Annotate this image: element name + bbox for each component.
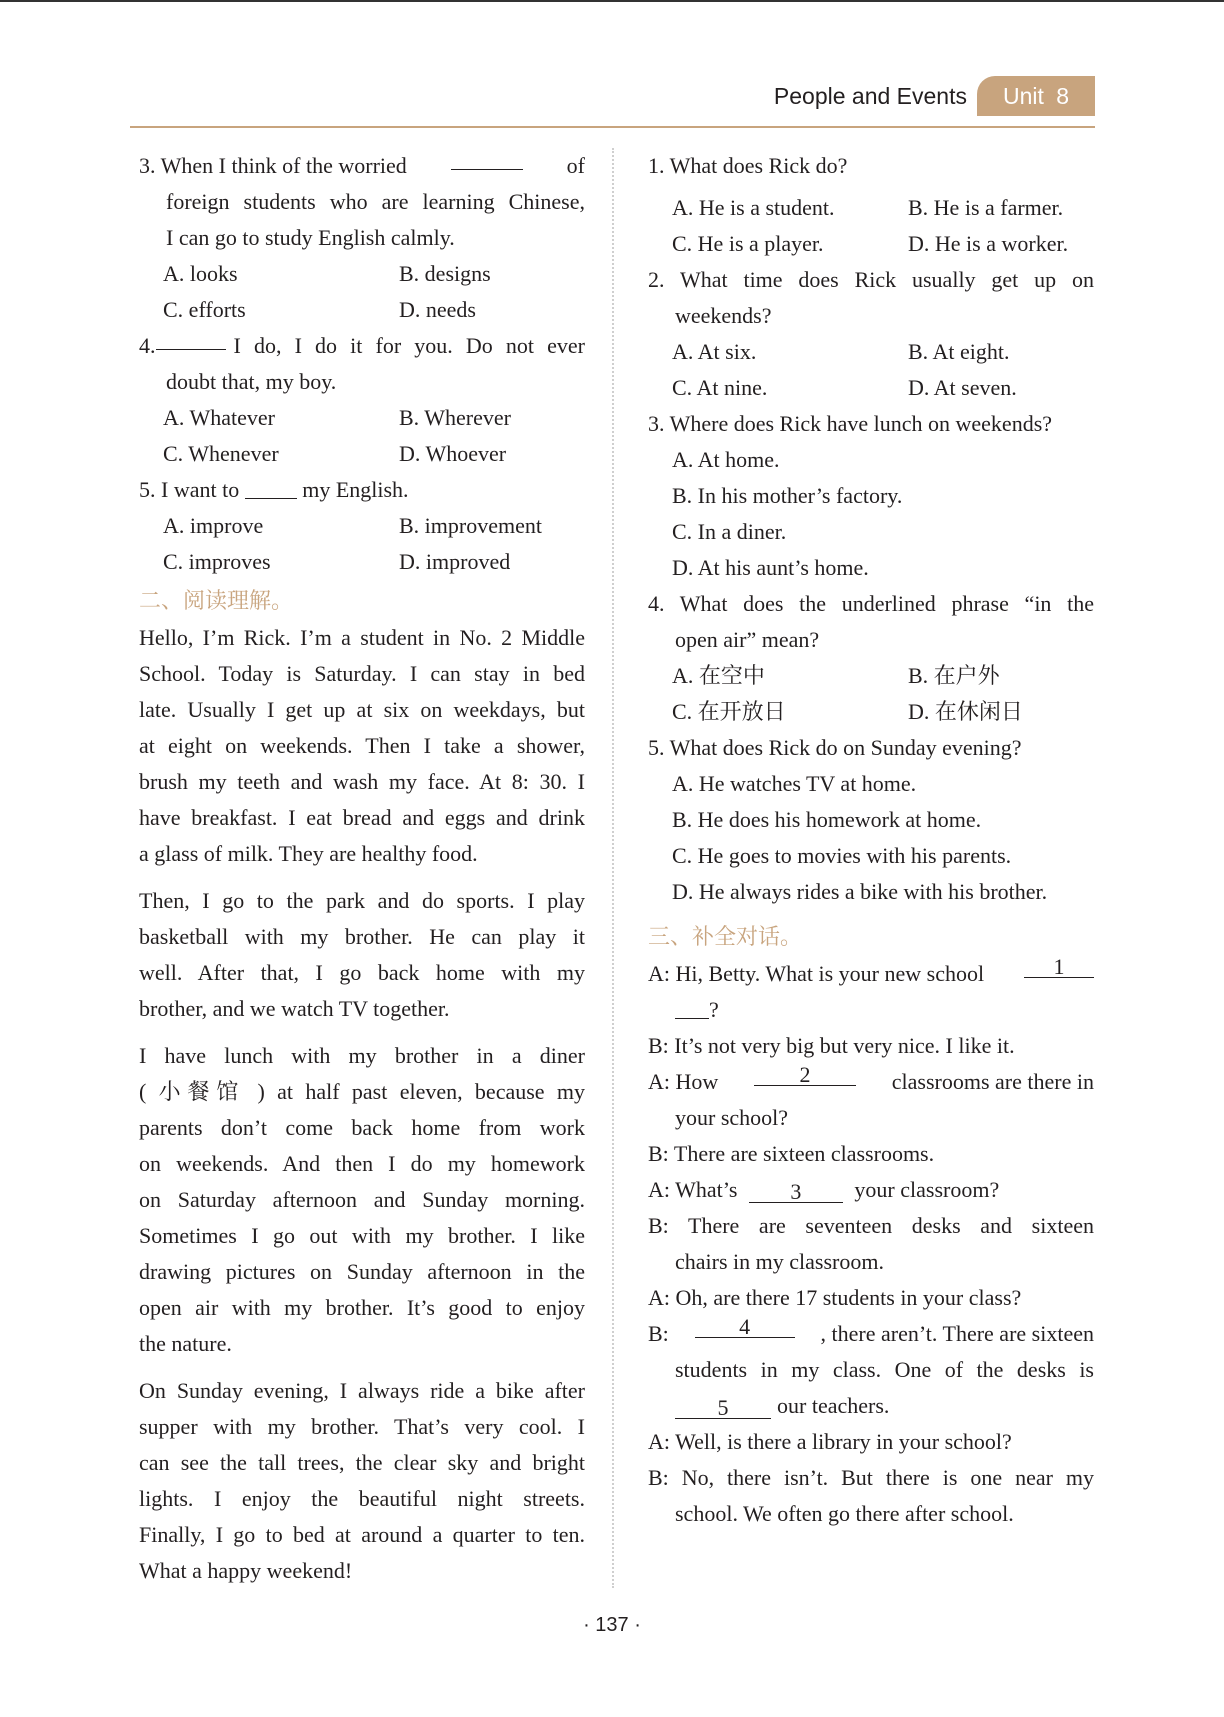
q5-option-c: C. improves — [163, 549, 271, 574]
dialogue-line-6: B: There are seventeen desks and sixteen — [648, 1213, 1094, 1238]
passage-line: have breakfast. I eat bread and eggs and drink — [139, 805, 585, 830]
top-border-line — [0, 0, 1224, 2]
passage-line: Then, I go to the park and do sports. I play — [139, 888, 585, 913]
q4-num: 4. — [139, 333, 156, 358]
passage-line: School. Today is Saturday. I can stay in bed — [139, 661, 585, 686]
rq1-option-b: B. He is a farmer. — [908, 195, 1064, 220]
dialogue-blank-5: 5 — [675, 1397, 771, 1419]
rq4-stem-line1: 4. What does the underlined phrase “in the — [648, 591, 1094, 616]
rq1-option-c: C. He is a player. — [672, 231, 824, 256]
rq2-stem-line2: weekends? — [675, 303, 772, 328]
q3-stem-start: 3. When I think of the worried — [139, 153, 407, 178]
question-5 — [139, 472, 585, 580]
rq5-stem: 5. What does Rick do on Sunday evening? — [648, 735, 1022, 760]
rq5-option-d: D. He always rides a bike with his brother. — [672, 879, 1048, 904]
section-dialogue-title: 三、补全对话。 — [648, 925, 803, 950]
dialogue-text: A: What’s — [648, 1177, 738, 1202]
passage-line: supper with my brother. That’s very cool. I — [139, 1414, 585, 1439]
rq2-option-a: A. At six. — [672, 339, 757, 364]
rq2-option-d: D. At seven. — [908, 375, 1017, 400]
dialogue-line-10: B: No, there isn’t. But there is one near my — [648, 1465, 1094, 1490]
section-reading-title: 二、阅读理解。 — [139, 589, 294, 614]
rq3-option-c: C. In a diner. — [672, 519, 787, 544]
rq3-stem: 3. Where does Rick have lunch on weekends? — [648, 411, 1053, 436]
dialogue-text: A: How — [648, 1069, 719, 1094]
dialogue-line-8-cont2 — [648, 1388, 1094, 1424]
passage-line: at eight on weekends. Then I take a shower, — [139, 733, 585, 758]
q3-stem-line2: foreign students who are learning Chinese, — [166, 189, 585, 214]
dialogue-blank-3: 3 — [749, 1181, 843, 1203]
dialogue-line-3-cont: your school? — [675, 1105, 789, 1130]
passage-line: on weekends. And then I do my homework — [139, 1151, 585, 1176]
rq4-option-d: D. 在休闲日 — [908, 699, 1023, 724]
rq5-option-c: C. He goes to movies with his parents. — [672, 843, 1012, 868]
passage-line: basketball with my brother. He can play it — [139, 924, 585, 949]
passage-paragraph-4 — [139, 1373, 585, 1589]
unit-number: 8 — [1056, 83, 1070, 109]
passage-line: lights. I enjoy the beautiful night streets. — [139, 1486, 585, 1511]
dialogue-blank-2: 2 — [754, 1064, 856, 1086]
rq1-options — [648, 190, 1094, 262]
q4-stem-line2: doubt that, my boy. — [166, 369, 337, 394]
passage-paragraph-1 — [139, 620, 585, 872]
rq2-option-b: B. At eight. — [908, 339, 1010, 364]
unit-badge — [977, 76, 1095, 116]
passage-line: the nature. — [139, 1331, 232, 1356]
passage-line: on Saturday afternoon and Sunday morning. — [139, 1187, 585, 1212]
rq2-option-c: C. At nine. — [672, 375, 768, 400]
left-column — [139, 148, 585, 1600]
dialogue-blank-1: 1 — [1024, 956, 1094, 978]
reading-question-3 — [648, 406, 1094, 586]
dialogue-text: your classroom? — [854, 1177, 1000, 1202]
q5-option-b: B. improvement — [399, 513, 542, 538]
q4-option-d: D. Whoever — [399, 441, 507, 466]
question-3 — [139, 148, 585, 328]
q4-option-b: B. Wherever — [399, 405, 511, 430]
dialogue-text: ? — [709, 997, 719, 1022]
passage-line: drawing pictures on Sunday afternoon in the — [139, 1259, 585, 1284]
rq3-option-b: B. In his mother’s factory. — [672, 483, 903, 508]
rq1-option-a: A. He is a student. — [672, 195, 835, 220]
q4-options — [139, 400, 585, 472]
dialogue — [648, 956, 1094, 1532]
dialogue-line-5 — [648, 1172, 1094, 1208]
dialogue-text: A: Hi, Betty. What is your new school — [648, 961, 985, 986]
dialogue-line-4: B: There are sixteen classrooms. — [648, 1141, 935, 1166]
q3-stem-of: of — [566, 153, 585, 178]
header-title: People and Events — [773, 83, 967, 109]
rq5-option-a: A. He watches TV at home. — [672, 771, 917, 796]
dialogue-line-1 — [648, 956, 1094, 992]
reading-question-2 — [648, 262, 1094, 406]
dialogue-line-6-cont: chairs in my classroom. — [675, 1249, 884, 1274]
q5-option-d: D. improved — [399, 549, 511, 574]
passage-line: Finally, I go to bed at around a quarter to ten. — [139, 1522, 585, 1547]
passage-line: brush my teeth and wash my face. At 8: 30. I — [139, 769, 585, 794]
dialogue-text: , there aren’t. There are sixteen — [820, 1321, 1094, 1346]
dialogue-line-2: B: It’s not very big but very nice. I like it. — [648, 1033, 1015, 1058]
dialogue-text: our teachers. — [777, 1393, 890, 1418]
page-header — [130, 76, 1095, 126]
q3-options — [139, 256, 585, 328]
passage-line: Sometimes I go out with my brother. I like — [139, 1223, 585, 1248]
passage-paragraph-2 — [139, 883, 585, 1027]
rq2-options — [648, 334, 1094, 406]
q4-blank — [156, 328, 226, 350]
rq1-option-d: D. He is a worker. — [908, 231, 1069, 256]
dialogue-text: B: — [648, 1321, 669, 1346]
rq2-stem-line1: 2. What time does Rick usually get up on — [648, 267, 1094, 292]
passage-line: Hello, I’m Rick. I’m a student in No. 2 Middle — [139, 625, 585, 650]
q5-option-a: A. improve — [163, 513, 264, 538]
dialogue-line-10-cont: school. We often go there after school. — [675, 1501, 1014, 1526]
dialogue-line-8 — [648, 1316, 1094, 1352]
dialogue-line-7: A: Oh, are there 17 students in your class? — [648, 1285, 1022, 1310]
dialogue-line-9: A: Well, is there a library in your school? — [648, 1429, 1012, 1454]
passage-line: well. After that, I go back home with my — [139, 960, 585, 985]
rq3-option-a: A. At home. — [672, 447, 780, 472]
unit-label: Unit — [1002, 83, 1044, 109]
passage-line: late. Usually I get up at six on weekdays, but — [139, 697, 585, 722]
q3-option-d: D. needs — [399, 297, 476, 322]
q3-option-c: C. efforts — [163, 297, 246, 322]
q3-option-a: A. looks — [163, 261, 238, 286]
reading-question-1 — [648, 148, 1094, 262]
passage-line: ( 小餐馆 ) at half past eleven, because my — [139, 1079, 585, 1104]
q4-option-c: C. Whenever — [163, 441, 279, 466]
rq4-stem-line2: open air” mean? — [675, 627, 820, 652]
rq4-option-b: B. 在户外 — [908, 663, 1000, 688]
q5-stem-end: my English. — [302, 477, 409, 502]
q3-stem-line3: I can go to study English calmly. — [166, 225, 455, 250]
passage-line: open air with my brother. It’s good to enjoy — [139, 1295, 585, 1320]
q3-blank — [451, 148, 523, 170]
passage-line: a glass of milk. They are healthy food. — [139, 841, 478, 866]
dialogue-blank-1-tail — [675, 997, 709, 1019]
page-number: · 137 · — [583, 1614, 641, 1636]
dialogue-line-3 — [648, 1064, 1094, 1100]
header-rule — [130, 126, 1095, 128]
column-divider — [612, 148, 614, 1588]
dialogue-line-1-cont — [648, 992, 1094, 1028]
passage-line: parents don’t come back home from work — [139, 1115, 585, 1140]
passage-line: I have lunch with my brother in a diner — [139, 1043, 585, 1068]
rq4-option-a: A. 在空中 — [672, 663, 765, 688]
dialogue-text: classrooms are there in — [891, 1069, 1094, 1094]
passage-line: On Sunday evening, I always ride a bike after — [139, 1378, 585, 1403]
passage-paragraph-3 — [139, 1038, 585, 1362]
dialogue-blank-4: 4 — [695, 1316, 795, 1338]
rq4-options — [648, 658, 1094, 730]
question-4 — [139, 328, 585, 472]
passage-line: can see the tall trees, the clear sky and bright — [139, 1450, 585, 1475]
rq1-stem: 1. What does Rick do? — [648, 153, 848, 178]
reading-question-4 — [648, 586, 1094, 730]
q3-option-b: B. designs — [399, 261, 491, 286]
q5-stem-start: 5. I want to — [139, 477, 240, 502]
passage-line: What a happy weekend! — [139, 1558, 353, 1583]
q5-options — [139, 508, 585, 580]
q4-option-a: A. Whatever — [163, 405, 275, 430]
rq3-option-d: D. At his aunt’s home. — [672, 555, 869, 580]
reading-question-5 — [648, 730, 1094, 910]
rq4-option-c: C. 在开放日 — [672, 699, 786, 724]
q4-stem: I do, I do it for you. Do not ever — [233, 333, 585, 358]
passage-line: brother, and we watch TV together. — [139, 996, 450, 1021]
right-column — [648, 148, 1094, 1532]
dialogue-line-8-cont: students in my class. One of the desks is — [675, 1357, 1094, 1382]
q5-blank — [245, 477, 297, 499]
rq5-option-b: B. He does his homework at home. — [672, 807, 982, 832]
